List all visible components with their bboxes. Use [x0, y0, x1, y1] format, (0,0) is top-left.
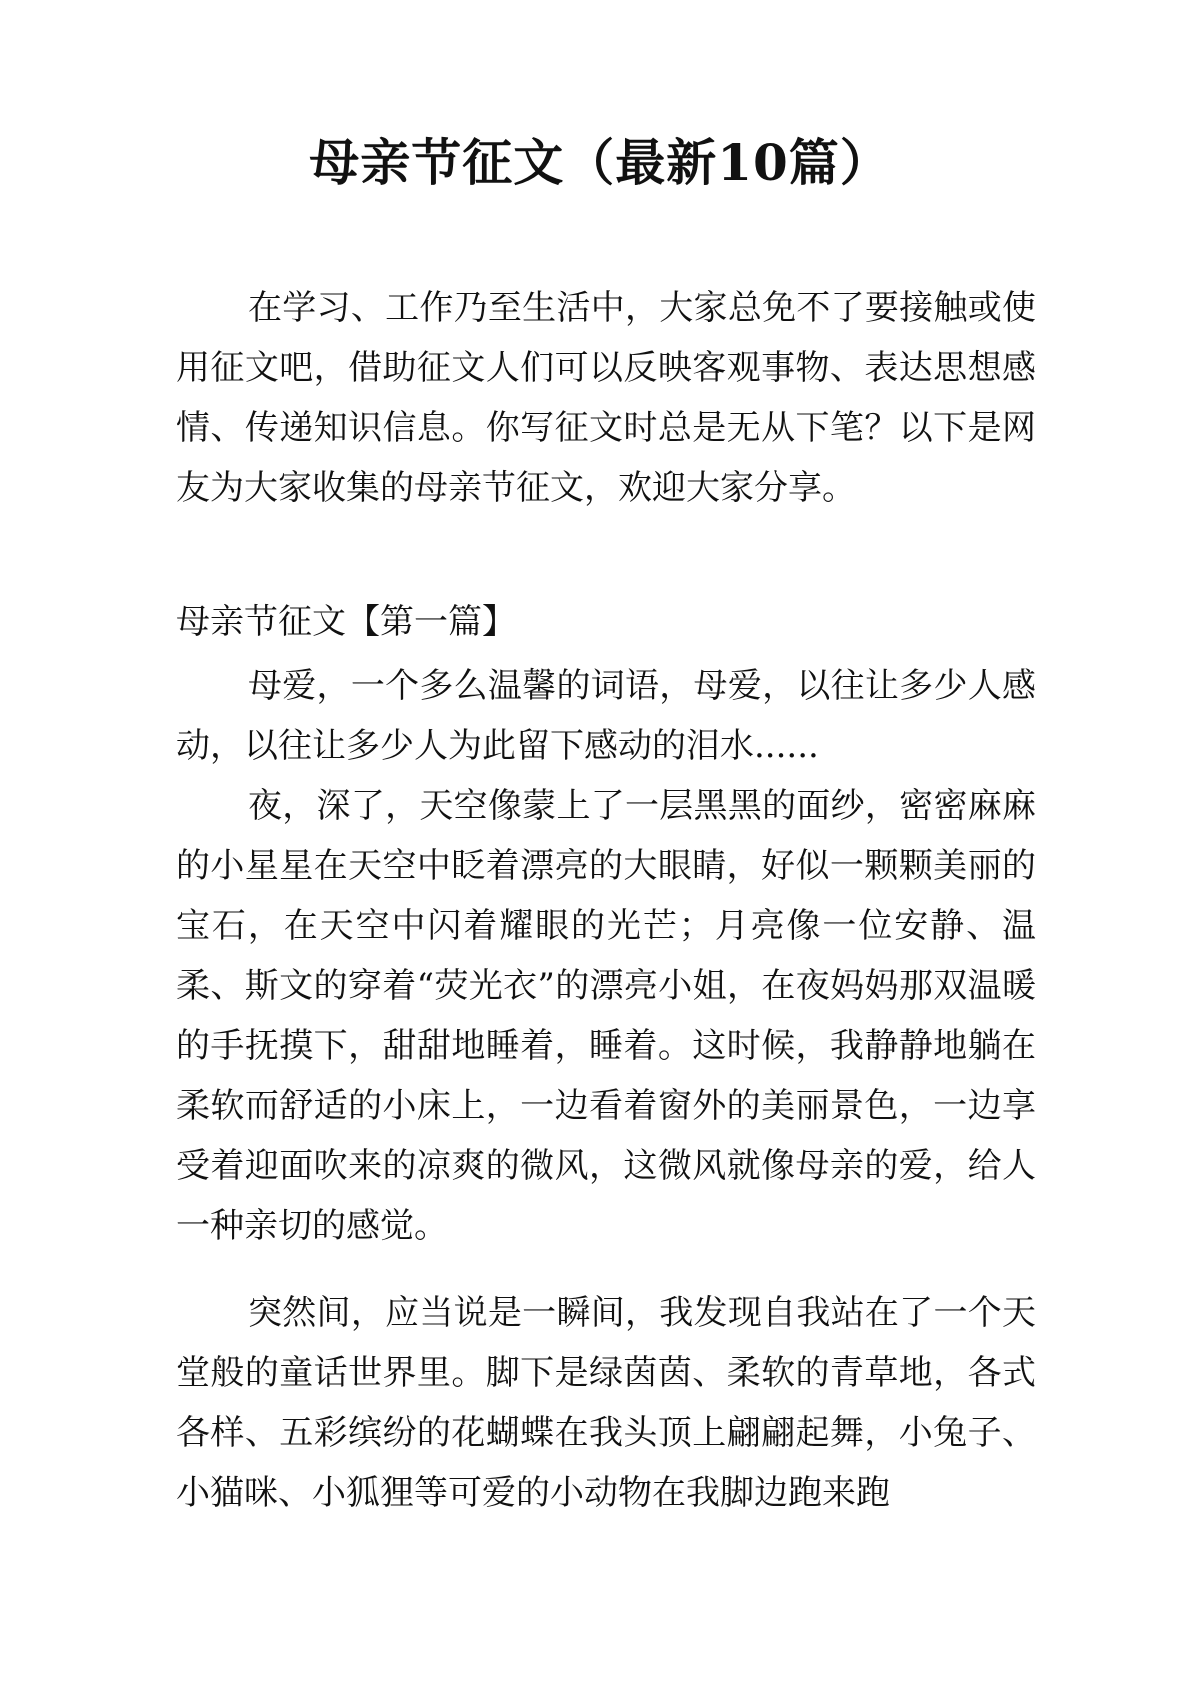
- body-paragraph: 夜，深了，天空像蒙上了一层黑黑的面纱，密密麻麻的小星星在天空中眨着漂亮的大眼睛，好似一颗颗美丽的宝石，在天空中闪着耀眼的光芒；月亮像一位安静、温柔、斯文的穿着“荧光衣”的漂亮小姐，在夜妈妈那双温暖的手抚摸下，甜甜地睡着，睡着。这时候，我静静地躺在柔软而舒适的小床上，一边看着窗外的美丽景色，一边享受着迎面吹来的凉爽的微风，这微风就像母亲的爱，给人一种亲切的感觉。: [176, 786, 1036, 1246]
- body-paragraph: 突然间，应当说是一瞬间，我发现自我站在了一个天堂般的童话世界里。脚下是绿茵茵、柔软的青草地，各式各样、五彩缤纷的花蝴蝶在我头顶上翩翩起舞，小兔子、小猫咪、小狐狸等可爱的小动物在我脚边跑来跑: [176, 1293, 1036, 1513]
- document-title: 母亲节征文（最新10篇）: [309, 133, 891, 192]
- body-paragraph: 母爱，一个多么温馨的词语，母爱，以往让多少人感动，以往让多少人为此留下感动的泪水......: [176, 666, 1036, 766]
- section-heading: 母亲节征文【第一篇】: [176, 602, 516, 642]
- intro-paragraph: 在学习、工作乃至生活中，大家总免不了要接触或使用征文吧，借助征文人们可以反映客观事物、表达思想感情、传递知识信息。你写征文时总是无从下笔？以下是网友为大家收集的母亲节征文，欢迎大家分享。: [176, 288, 1036, 508]
